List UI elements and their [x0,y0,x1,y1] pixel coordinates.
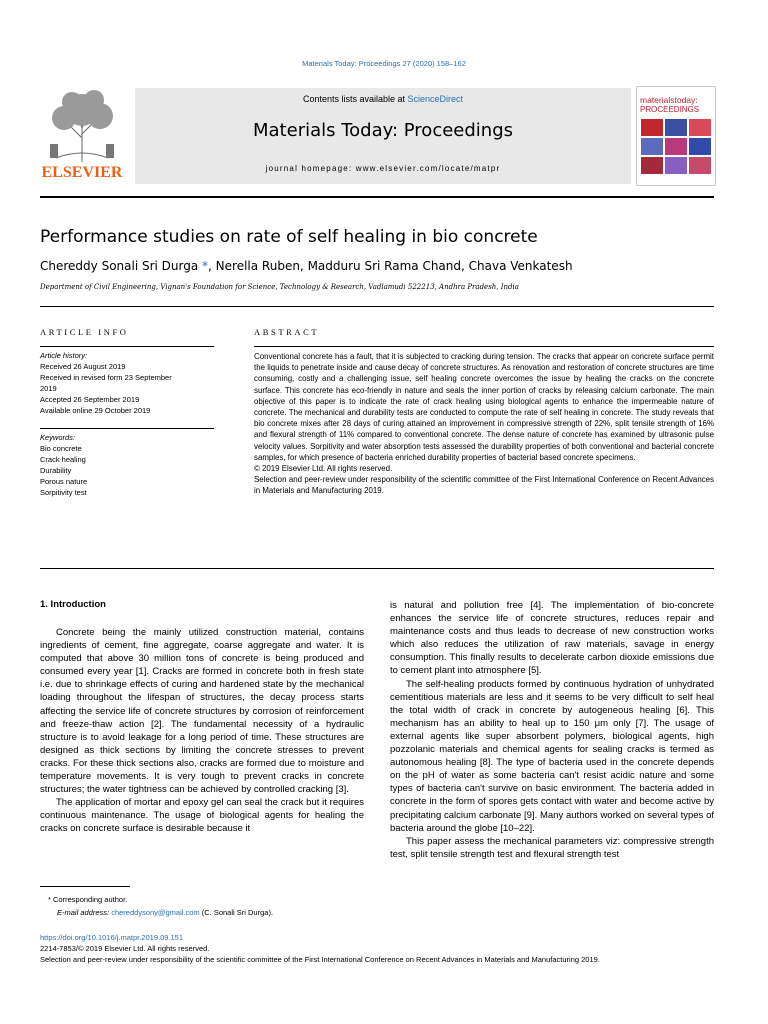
right-column [390,599,714,861]
keywords [40,432,220,498]
article-history [40,350,220,416]
cover-subtitle: PROCEEDINGS [640,105,700,114]
intro-paragraph-2: The application of mortar and epoxy gel can seal the crack but it requires continuous maintenance. The usage of biological agents for healing the cracks on concrete surface is desirable because it [40,797,364,835]
email-link[interactable]: chereddysony@gmail.com [111,908,200,917]
abstract-copyright: © 2019 Elsevier Ltd. All rights reserved. [254,464,393,474]
history-item: Received in revised form 23 September [40,373,172,382]
journal-cover-image [636,86,716,186]
author-list [40,259,573,273]
keyword: Durability [40,466,72,475]
journal-homepage[interactable]: journal homepage: www.elsevier.com/locate/matpr [265,164,501,173]
abstract-text: Conventional concrete has a fault, that it is subjected to cracking during tension. The cracks that appear on concrete surface permit the liquids to penetrate inside and cause decay of concrete structures. As renovation and restoration of concrete structures are time consuming, costly and a challenging issue, self healing concrete overcomes the issue by healing the cracks on the concrete surface. This concrete has eco-friendly in nature and seals the inner portion of cracks by releasing calcium carbonate. The main objective of this paper is to indicate the rate of crack healing using biological agents to enhance the impermeable nature of concrete. The mechanical and durability tests are conducted to compute the rate of self healing in concrete. The study reveals that bio concrete mixes after 28 days of curing attained an improvement in compressive strength of 22%, split tensile strength of 16% and flexural strength of 11% compared to conventional concrete. The dense nature of concrete has examined by ultrasonic pulse velocity values. Sorpitivity and water absorption tests assessed the durability properties of both conventional and bacterial concrete samples, for which presence of bacteria enriched durability properties of bacterial based concrete specimens. [254,352,714,462]
author-first: Chereddy Sonali Sri Durga [40,259,199,273]
abstract-peer-review: Selection and peer-review under responsibility of the scientific committee of the First International Conference on Recent Advances in Materials and Manufacturing 2019. [254,475,714,496]
keywords-rule [40,428,214,429]
intro-paragraph-4: The self-healing products formed by continuous hydration of unhydrated cementitious materials are less and it seems to be very difficult to self heal the total width of crack in concrete by autogeneous healing [6]. This mechanism has an ability to heal up to 150 μm only [7]. The usage of external agents like super absorbent polymers, biological agents, high pozzolanic materials and chemical agents for sealing cracks is termed as autonomous healing [8]. The type of bacteria used in the concrete depends on the pH of water as some bacteria can't resist acidic nature and some types of bacteria can't survive on basic environment. The bacteria added in concrete in the form of spores gets contact with water and become active by precipitating calcium carbonate [9]. Many authors worked on several types of bacteria around the globe [10–22]. [390,678,714,834]
elsevier-wordmark: ELSEVIER [41,164,123,181]
footnote-corresponding [48,895,127,904]
issn-line: 2214-7853/© 2019 Elsevier Ltd. All rights reserved. [40,944,210,953]
abstract-rule [254,346,714,347]
intro-paragraph-3: is natural and pollution free [4]. The implementation of bio-concrete enhances the service life of concrete structures, reduces repair and maintenance costs and thus leads to decrease of new construction works which also reduces the utilization of raw materials, savage in energy consumption. This finally results to decelerate carbon dioxide emissions due to cement plant into atmosphere [5]. [390,600,714,677]
history-label: Article history: [40,351,88,360]
article-title: Performance studies on rate of self healing in bio concrete [40,227,538,247]
footer-peer-review: Selection and peer-review under responsibility of the scientific committee of the First International Conference on Recent Advances in Materials and Manufacturing 2019. [40,955,600,964]
doi-link[interactable]: https://doi.org/10.1016/j.matpr.2019.09.151 [40,933,184,942]
keyword: Bio concrete [40,444,82,453]
title-rule [40,306,714,307]
history-item: Available online 29 October 2019 [40,406,151,415]
intro-paragraph-1: Concrete being the mainly utilized construction material, contains ingredients of cement, fine aggregate, coarse aggregate and water. It is computed that above 30 million tons of concrete is being produced and consumed every year [1]. Cracks are formed in concrete both in fresh state i.e. due to shrinkage effects of curing and hardened state by the mechanical loading throughout the lifespan of structures, the decay process starts affecting the service life of concrete structures by corrosion of reinforcement and freeze-thaw action [2]. The fundamental necessity of a hydraulic structure is to avoid leakage for a long period of time. These structures are designed as thick sections by limiting the concrete stresses to prevent cracks. For these thick sections also, cracks are formed due to moisture and temperature movements. It is very tough to prevent cracks in concrete structures; the water tightness can be achieved by controlled cracking [3]. [40,627,364,796]
footnote-mark: * [48,895,51,904]
keyword: Crack healing [40,455,86,464]
email-suffix: (C. Sonali Sri Durga). [199,908,274,917]
keyword: Porous nature [40,477,88,486]
contents-prefix: Contents lists available at [302,94,408,104]
corresponding-author-mark[interactable]: * [198,259,209,273]
cover-title: materialstoday: [640,95,698,105]
header-rule [40,196,714,198]
sciencedirect-link[interactable]: ScienceDirect [407,94,464,104]
history-item: Accepted 26 September 2019 [40,395,140,404]
article-info-heading: ARTICLE INFO [40,327,129,337]
affiliation: Department of Civil Engineering, Vignan's Foundation for Science, Technology & Research, Vadlamudi 522213, Andhra Pradesh, India [40,283,519,291]
history-item: 2019 [40,384,57,393]
journal-title: Materials Today: Proceedings [253,120,513,141]
footnote-label: Corresponding author. [53,895,128,904]
footnote-email [57,908,273,917]
authors-rest: , Nerella Ruben, Madduru Sri Rama Chand, Chava Venkatesh [208,259,573,273]
email-label: E-mail address: [57,908,112,917]
article-info-rule [40,346,214,347]
journal-reference[interactable]: Materials Today: Proceedings 27 (2020) 158–162 [302,59,466,68]
intro-paragraph-5: This paper assess the mechanical parameters viz: compressive strength test, split tensile strength test and flexural strength test [390,835,714,860]
abstract-heading: ABSTRACT [254,327,320,337]
keywords-label: Keywords: [40,433,76,442]
contents-line [135,94,631,104]
keyword: Sorpitivity test [40,488,87,497]
section-heading-introduction: 1. Introduction [40,599,106,610]
left-column [40,626,364,836]
footnote-rule [40,886,130,887]
abstract-body [254,351,714,497]
abstract-bottom-rule [40,568,714,569]
history-item: Received 26 August 2019 [40,362,126,371]
